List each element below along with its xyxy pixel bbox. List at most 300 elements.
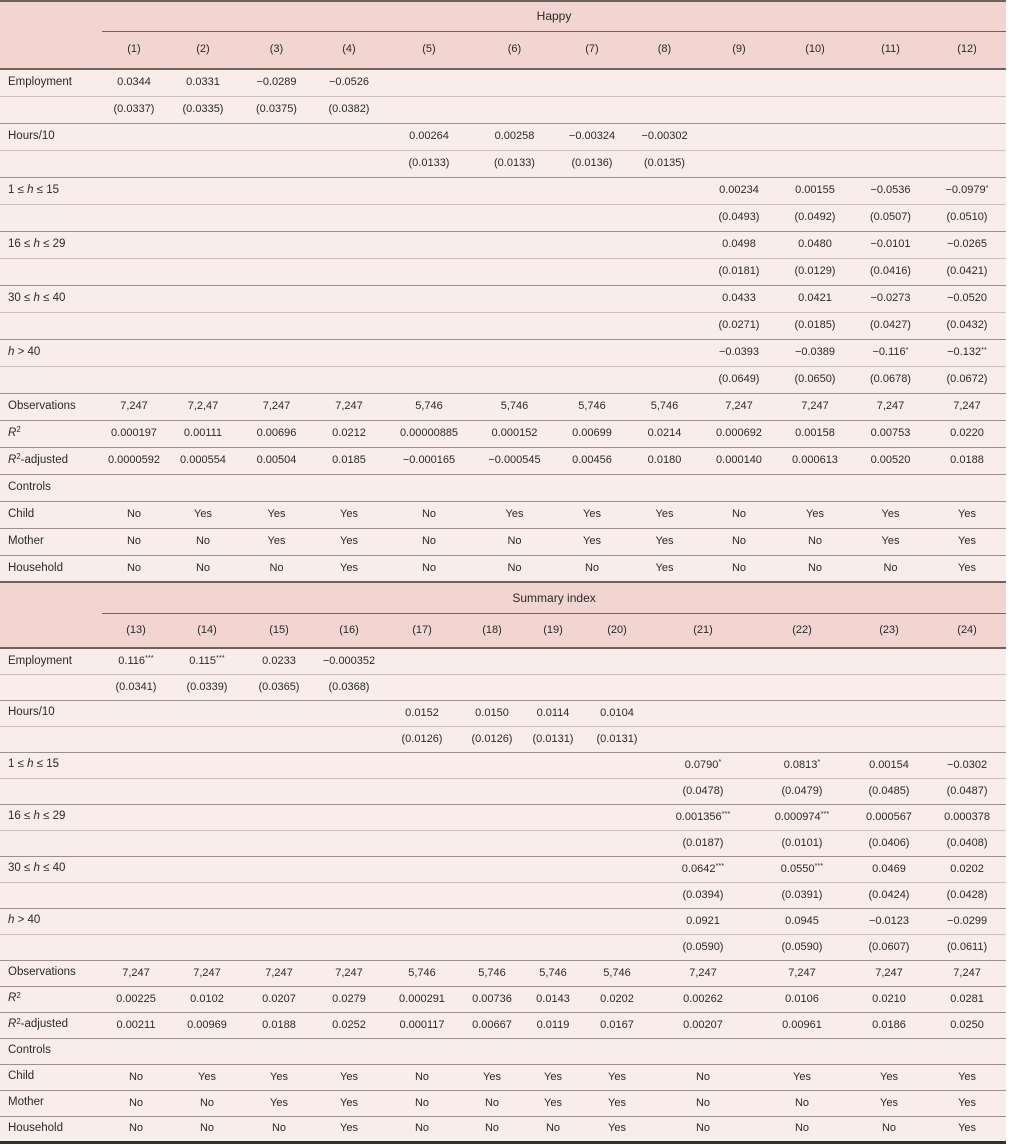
- cell-value: (0.0650): [777, 366, 853, 393]
- cell-value: 5,746: [473, 393, 556, 420]
- cell-value: 7,247: [170, 960, 244, 986]
- cell-value: No: [166, 555, 240, 582]
- row-label: Hours/10: [0, 123, 102, 150]
- cell-value: [928, 700, 1006, 726]
- cell-value: 0.000613: [777, 447, 853, 474]
- cell-value: 7,2,47: [166, 393, 240, 420]
- cell-value: [102, 366, 166, 393]
- cell-value: 5,746: [524, 960, 582, 986]
- cell-value: [853, 96, 928, 123]
- cell-value: [314, 752, 384, 778]
- cell-value: [314, 804, 384, 830]
- column-number: (12): [928, 31, 1006, 69]
- cell-value: 0.0550***: [754, 856, 850, 882]
- table-row: [0, 285, 1006, 312]
- cell-value: 0.0202: [582, 986, 652, 1012]
- cell-value: [460, 934, 524, 960]
- cell-value: [313, 339, 385, 366]
- cell-value: [385, 339, 473, 366]
- column-number: (5): [385, 31, 473, 69]
- cell-value: [928, 674, 1006, 700]
- cell-value: [524, 752, 582, 778]
- cell-value: [102, 285, 166, 312]
- cell-value: [102, 231, 166, 258]
- table-row: [0, 960, 1006, 986]
- table-row: [0, 393, 1006, 420]
- cell-value: No: [754, 1090, 850, 1116]
- cell-value: 0.116***: [118, 653, 154, 667]
- cell-value: No: [384, 1090, 460, 1116]
- cell-value: (0.0590): [754, 934, 850, 960]
- column-number: (4): [313, 31, 385, 69]
- column-number: (19): [524, 613, 582, 648]
- cell-value: 7,247: [701, 393, 777, 420]
- cell-value: 7,247: [240, 393, 313, 420]
- cell-value: [240, 258, 313, 285]
- cell-value: [385, 231, 473, 258]
- cell-value: 7,247: [102, 393, 166, 420]
- table-row: [0, 726, 1006, 752]
- cell-value: [850, 1038, 928, 1064]
- cell-value: (0.0337): [102, 96, 166, 123]
- cell-value: 0.00158: [777, 420, 853, 447]
- cell-value: No: [102, 501, 166, 528]
- cell-value: [314, 882, 384, 908]
- cell-value: [385, 96, 473, 123]
- column-number: (16): [314, 613, 384, 648]
- cell-value: [524, 934, 582, 960]
- cell-value: [166, 339, 240, 366]
- cell-value: [701, 96, 777, 123]
- row-label: Household: [0, 555, 102, 582]
- cell-value: 0.0813*: [754, 752, 850, 778]
- cell-value: 0.0220: [928, 420, 1006, 447]
- cell-value: [524, 1038, 582, 1064]
- row-label: Hours/10: [0, 700, 102, 726]
- cell-value: [313, 285, 385, 312]
- cell-value: [385, 474, 473, 501]
- cell-value: Yes: [524, 1090, 582, 1116]
- cell-value: 0.000567: [850, 804, 928, 830]
- cell-value: 5,746: [556, 393, 628, 420]
- cell-value: 0.0207: [244, 986, 314, 1012]
- cell-value: [244, 882, 314, 908]
- cell-value: 0.00736: [460, 986, 524, 1012]
- cell-value: [102, 778, 170, 804]
- row-label: Mother: [0, 1090, 102, 1116]
- cell-value: No: [701, 528, 777, 555]
- cell-value: [170, 830, 244, 856]
- cell-value: [384, 648, 460, 674]
- cell-value: [240, 231, 313, 258]
- cell-value: 7,247: [928, 393, 1006, 420]
- cell-value: −0.0393: [701, 339, 777, 366]
- cell-value: 7,247: [777, 393, 853, 420]
- cell-value: No: [701, 555, 777, 582]
- cell-value: (0.0428): [928, 882, 1006, 908]
- cell-value: (0.0187): [652, 830, 754, 856]
- row-label: Employment: [8, 76, 72, 88]
- row-label: h > 40: [0, 339, 102, 366]
- column-numbers-row: [0, 613, 1006, 648]
- cell-value: No: [777, 528, 853, 555]
- row-label: 1 ≤ h ≤ 15: [0, 177, 102, 204]
- table-row: [0, 1090, 1006, 1116]
- column-number: (21): [652, 613, 754, 648]
- cell-value: (0.0271): [701, 312, 777, 339]
- cell-value: 0.0202: [928, 856, 1006, 882]
- cell-value: [460, 830, 524, 856]
- cell-value: No: [170, 1116, 244, 1142]
- cell-value: [928, 474, 1006, 501]
- table-row: [0, 258, 1006, 285]
- cell-value: −0.0299: [928, 908, 1006, 934]
- cell-value: [244, 778, 314, 804]
- cell-value: [928, 726, 1006, 752]
- cell-value: Yes: [240, 501, 313, 528]
- cell-value: [313, 312, 385, 339]
- cell-value: Yes: [244, 1064, 314, 1090]
- cell-value: (0.0185): [777, 312, 853, 339]
- cell-value: Yes: [582, 1064, 652, 1090]
- cell-value: [853, 150, 928, 177]
- cell-value: 0.0167: [582, 1012, 652, 1038]
- cell-value: [928, 648, 1006, 674]
- cell-value: [652, 726, 754, 752]
- cell-value: [524, 674, 582, 700]
- cell-value: [524, 804, 582, 830]
- panel-summary-index: [0, 583, 1006, 1144]
- column-number: (1): [102, 31, 166, 69]
- cell-value: [460, 648, 524, 674]
- cell-value: 0.0642***: [652, 856, 754, 882]
- cell-value: [701, 474, 777, 501]
- cell-value: 0.000974***: [754, 804, 850, 830]
- cell-value: [628, 69, 701, 96]
- cell-value: [314, 726, 384, 752]
- cell-value: [473, 231, 556, 258]
- cell-value: Yes: [754, 1064, 850, 1090]
- column-numbers-row: [0, 31, 1006, 69]
- cell-value: [384, 882, 460, 908]
- cell-value: [524, 778, 582, 804]
- cell-value: [385, 312, 473, 339]
- cell-value: [102, 150, 166, 177]
- cell-value: (0.0394): [652, 882, 754, 908]
- cell-value: Yes: [853, 501, 928, 528]
- table-row: [0, 447, 1006, 474]
- cell-value: [928, 123, 1006, 150]
- cell-value: [313, 366, 385, 393]
- row-label: [0, 674, 102, 700]
- table-row: [0, 366, 1006, 393]
- cell-value: [313, 474, 385, 501]
- cell-value: 0.0790*: [652, 752, 754, 778]
- cell-value: (0.0478): [652, 778, 754, 804]
- cell-value: −0.0265: [928, 231, 1006, 258]
- cell-value: 7,247: [652, 960, 754, 986]
- cell-value: [556, 258, 628, 285]
- cell-value: [701, 150, 777, 177]
- cell-value: [628, 285, 701, 312]
- cell-value: 0.0104: [582, 700, 652, 726]
- cell-value: (0.0493): [701, 204, 777, 231]
- cell-value: Yes: [313, 501, 385, 528]
- cell-value: 0.0114: [524, 700, 582, 726]
- cell-value: No: [556, 555, 628, 582]
- panel-title: Happy: [102, 1, 1006, 31]
- cell-value: [314, 778, 384, 804]
- cell-value: [473, 258, 556, 285]
- cell-value: [777, 96, 853, 123]
- cell-value: 0.00225: [102, 986, 170, 1012]
- cell-value: [628, 231, 701, 258]
- cell-value: Yes: [928, 501, 1006, 528]
- cell-value: [244, 934, 314, 960]
- cell-value: [473, 474, 556, 501]
- row-label: Observations: [0, 393, 102, 420]
- cell-value: [166, 285, 240, 312]
- cell-value: [473, 312, 556, 339]
- cell-value: (0.0131): [524, 726, 582, 752]
- table-row: [0, 1012, 1006, 1038]
- cell-value: [928, 150, 1006, 177]
- cell-value: [314, 856, 384, 882]
- cell-value: [652, 674, 754, 700]
- column-number: (22): [754, 613, 850, 648]
- table-row: [0, 555, 1006, 582]
- cell-value: [314, 934, 384, 960]
- cell-value: [240, 177, 313, 204]
- cell-value: −0.0123: [850, 908, 928, 934]
- cell-value: (0.0416): [853, 258, 928, 285]
- cell-value: 0.0106: [754, 986, 850, 1012]
- cell-value: [170, 934, 244, 960]
- cell-value: [240, 339, 313, 366]
- cell-value: [102, 258, 166, 285]
- cell-value: Yes: [628, 501, 701, 528]
- cell-value: [166, 177, 240, 204]
- cell-value: Yes: [928, 528, 1006, 555]
- cell-value: [240, 285, 313, 312]
- cell-value: [385, 69, 473, 96]
- cell-value: (0.0487): [928, 778, 1006, 804]
- cell-value: No: [701, 501, 777, 528]
- cell-value: −0.00324: [556, 123, 628, 150]
- cell-value: 0.0186: [850, 1012, 928, 1038]
- cell-value: (0.0335): [166, 96, 240, 123]
- cell-value: 0.001356***: [652, 804, 754, 830]
- table-row: [0, 96, 1006, 123]
- cell-value: [244, 856, 314, 882]
- cell-value: 0.0152: [384, 700, 460, 726]
- cell-value: No: [652, 1116, 754, 1142]
- cell-value: [384, 830, 460, 856]
- cell-value: [777, 150, 853, 177]
- cell-value: [170, 908, 244, 934]
- cell-value: No: [853, 555, 928, 582]
- cell-value: [582, 778, 652, 804]
- cell-value: No: [384, 1064, 460, 1090]
- cell-value: [384, 856, 460, 882]
- cell-value: 0.0250: [928, 1012, 1006, 1038]
- cell-value: [777, 123, 853, 150]
- cell-value: [473, 339, 556, 366]
- cell-value: −0.000545: [473, 447, 556, 474]
- cell-value: Yes: [853, 528, 928, 555]
- cell-value: [628, 204, 701, 231]
- row-label: $R^2$: [0, 986, 102, 1012]
- column-number: (15): [244, 613, 314, 648]
- row-label: [0, 778, 102, 804]
- cell-value: (0.0101): [754, 830, 850, 856]
- cell-value: [102, 934, 170, 960]
- table-row: [0, 856, 1006, 882]
- cell-value: [102, 177, 166, 204]
- cell-value: 0.00154: [850, 752, 928, 778]
- table-row: [0, 204, 1006, 231]
- cell-value: No: [170, 1090, 244, 1116]
- cell-value: 0.0119: [524, 1012, 582, 1038]
- cell-value: No: [850, 1116, 928, 1142]
- cell-value: 0.0000592: [102, 447, 166, 474]
- cell-value: [313, 177, 385, 204]
- cell-value: Yes: [928, 1090, 1006, 1116]
- cell-value: [240, 150, 313, 177]
- cell-value: (0.0479): [754, 778, 850, 804]
- cell-value: (0.0341): [102, 674, 170, 700]
- row-label: 16 ≤ h ≤ 29: [0, 231, 102, 258]
- cell-value: No: [385, 555, 473, 582]
- cell-value: 0.00699: [556, 420, 628, 447]
- row-label: $R^2$-adjusted: [0, 1012, 102, 1038]
- cell-value: (0.0590): [652, 934, 754, 960]
- cell-value: −0.000352: [322, 654, 376, 667]
- cell-value: [384, 934, 460, 960]
- table-row: [0, 804, 1006, 830]
- cell-value: −0.0979*: [928, 177, 1006, 204]
- cell-value: 0.0180: [628, 447, 701, 474]
- cell-value: (0.0408): [928, 830, 1006, 856]
- cell-value: [244, 752, 314, 778]
- cell-value: 7,247: [853, 393, 928, 420]
- cell-value: Yes: [313, 555, 385, 582]
- cell-value: [556, 312, 628, 339]
- cell-value: (0.0492): [777, 204, 853, 231]
- cell-value: No: [460, 1116, 524, 1142]
- cell-value: No: [102, 1064, 170, 1090]
- cell-value: [754, 726, 850, 752]
- cell-value: 0.0185: [313, 447, 385, 474]
- table-row: [0, 150, 1006, 177]
- cell-value: 0.00211: [102, 1012, 170, 1038]
- cell-value: 5,746: [385, 393, 473, 420]
- cell-value: Yes: [628, 555, 701, 582]
- column-number: (18): [460, 613, 524, 648]
- panel-body: [0, 648, 1006, 1142]
- cell-value: [166, 231, 240, 258]
- cell-value: [240, 366, 313, 393]
- column-number: (3): [240, 31, 313, 69]
- cell-value: [628, 339, 701, 366]
- row-label: Controls: [0, 474, 102, 501]
- panel-header-band: [0, 1, 1006, 31]
- column-number: (10): [777, 31, 853, 69]
- cell-value: 0.00155: [777, 177, 853, 204]
- cell-value: [170, 752, 244, 778]
- cell-value: 0.00264: [385, 123, 473, 150]
- cell-value: Yes: [244, 1090, 314, 1116]
- cell-value: [460, 908, 524, 934]
- cell-value: [850, 648, 928, 674]
- cell-value: No: [102, 555, 166, 582]
- cell-value: [652, 700, 754, 726]
- cell-value: 0.00667: [460, 1012, 524, 1038]
- table-row: [0, 69, 1006, 96]
- cell-value: 0.00207: [652, 1012, 754, 1038]
- cell-value: [582, 674, 652, 700]
- cell-value: 5,746: [628, 393, 701, 420]
- cell-value: 0.00961: [754, 1012, 850, 1038]
- cell-value: Yes: [582, 1090, 652, 1116]
- cell-value: 0.0433: [701, 285, 777, 312]
- cell-value: 0.0279: [314, 986, 384, 1012]
- cell-value: (0.0649): [701, 366, 777, 393]
- table-row: [0, 1038, 1006, 1064]
- cell-value: [556, 96, 628, 123]
- cell-value: 7,247: [244, 960, 314, 986]
- row-label: Child: [0, 501, 102, 528]
- table-row: [0, 420, 1006, 447]
- cell-value: 0.0281: [928, 986, 1006, 1012]
- cell-value: No: [244, 1116, 314, 1142]
- panel-header-band: [0, 583, 1006, 613]
- cell-value: [582, 830, 652, 856]
- cell-value: [166, 204, 240, 231]
- row-label: [0, 312, 102, 339]
- column-number: (11): [853, 31, 928, 69]
- cell-value: [556, 69, 628, 96]
- row-label: [0, 258, 102, 285]
- cell-value: [102, 700, 170, 726]
- cell-value: [473, 204, 556, 231]
- header-corner-cell: [0, 1, 102, 31]
- cell-value: [166, 474, 240, 501]
- column-number: (7): [556, 31, 628, 69]
- cell-value: Yes: [524, 1064, 582, 1090]
- cell-value: No: [385, 528, 473, 555]
- column-number: (9): [701, 31, 777, 69]
- row-label: [0, 366, 102, 393]
- cell-value: (0.0607): [850, 934, 928, 960]
- cell-value: No: [102, 1116, 170, 1142]
- cell-value: 5,746: [460, 960, 524, 986]
- cell-value: [170, 804, 244, 830]
- cell-value: −0.0389: [777, 339, 853, 366]
- cell-value: [102, 908, 170, 934]
- row-label: $R^2$-adjusted: [0, 447, 102, 474]
- cell-value: [314, 700, 384, 726]
- cell-value: 0.000117: [384, 1012, 460, 1038]
- cell-value: [628, 177, 701, 204]
- cell-value: [582, 804, 652, 830]
- cell-value: [102, 882, 170, 908]
- cell-value: 0.00258: [473, 123, 556, 150]
- cell-value: (0.0406): [850, 830, 928, 856]
- cell-value: [313, 231, 385, 258]
- cell-value: [582, 752, 652, 778]
- cell-value: [582, 1038, 652, 1064]
